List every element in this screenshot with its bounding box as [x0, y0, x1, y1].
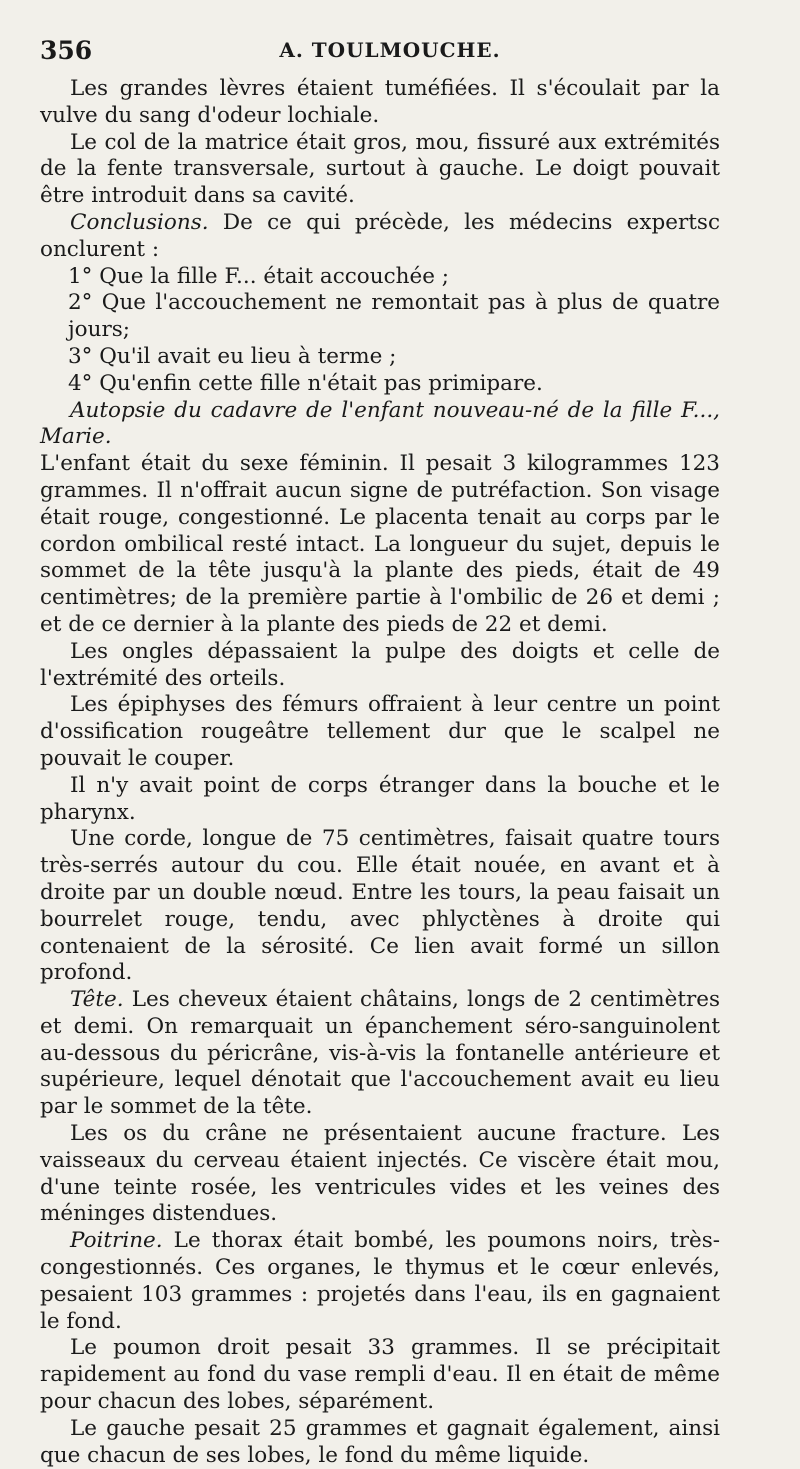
conclusions-label: Conclusions. [70, 209, 209, 235]
tete-text: Les cheveux étaient châtains, longs de 2 centimètres et demi. On remarquait un épanchement séro-sanguinolent au-dessous du péricrâne, vis-à-vis la fontanelle antérieure et supérieure, lequel dénotait que l'accouchement avait eu lieu par le sommet de la tête. [40, 987, 720, 1120]
page-header [40, 36, 740, 66]
tete-label: Tête. [70, 987, 124, 1013]
conclusions-paragraph [40, 210, 720, 264]
paragraph: Les os du crâne ne présentaient aucune fracture. Les vaisseaux du cerveau étaient injectés. Ce viscère était mou, d'une teinte rosée, les ventricules vides et les veines des méninges distendues. [40, 1121, 720, 1227]
paragraph: L'enfant était du sexe féminin. Il pesait 3 kilogrammes 123 grammes. Il n'offrait aucun signe de putréfaction. Son visage était rouge, congestionné. Le placenta tenait au corps par le cordon ombilical resté intact. La longueur du sujet, depuis le sommet de la tête jusqu'à la plante des pieds, était de 49 centimètres; de la première partie à l'ombilic de 26 et demi ; et de ce dernier à la plante des pieds de 22 et demi. [40, 451, 720, 637]
running-head: A. TOULMOUCHE. [279, 38, 501, 62]
page-number: 356 [40, 36, 93, 65]
list-item: 2° Que l'accouchement ne remontait pas à plus de quatre jours; [68, 290, 720, 343]
paragraph: Les grandes lèvres étaient tuméfiées. Il s'écoulait par la vulve du sang d'odeur lochiale. [40, 76, 720, 128]
paragraph: Le col de la matrice était gros, mou, fissuré aux extrémités de la fente transversale, surtout à gauche. Le doigt pouvait être introduit dans sa cavité. [40, 129, 720, 209]
conclusions-text: De ce qui précède, les médecins expertsc onclurent : [40, 209, 720, 262]
poitrine-paragraph [40, 1228, 720, 1335]
list-item: 3° Qu'il avait eu lieu à terme ; [68, 343, 397, 369]
body-text [40, 76, 720, 1469]
list-item: 1° Que la fille F... était accouchée ; [68, 263, 450, 289]
list-item: 4° Qu'enfin cette fille n'était pas primipare. [68, 370, 543, 396]
paragraph: Une corde, longue de 75 centimètres, faisait quatre tours très-serrés autour du cou. Elle était nouée, en avant et à droite par un double nœud. Entre les tours, la peau faisait un bourrelet rouge, tendu, avec phlyctènes à droite qui contenaient de la sérosité. Ce lien avait formé un sillon profond. [40, 826, 720, 986]
paragraph: Les ongles dépassaient la pulpe des doigts et celle de l'extrémité des orteils. [40, 638, 720, 691]
paragraph: Le poumon droit pesait 33 grammes. Il se précipitait rapidement au fond du vase rempli d'eau. Il en était de même pour chacun des lobes, séparément. [40, 1335, 720, 1415]
paragraph: Le gauche pesait 25 grammes et gagnait également, ainsi que chacun de ses lobes, le fond du même liquide. [40, 1415, 720, 1468]
section-heading: Autopsie du cadavre de l'enfant nouveau-né de la fille F..., Marie. [40, 397, 720, 450]
paragraph: Il n'y avait point de corps étranger dans la bouche et le pharynx. [40, 772, 720, 825]
poitrine-text: Le thorax était bombé, les poumons noirs, très-congestionnés. Ces organes, le thymus et le cœur enlevés, pesaient 103 grammes : projetés dans l'eau, ils en gagnaient le fond. [40, 1228, 720, 1334]
poitrine-label: Poitrine. [70, 1228, 163, 1254]
paragraph: Les épiphyses des fémurs offraient à leur centre un point d'ossification rougeâtre tellement dur que le scalpel ne pouvait le couper. [40, 692, 720, 771]
tete-paragraph [40, 987, 720, 1121]
